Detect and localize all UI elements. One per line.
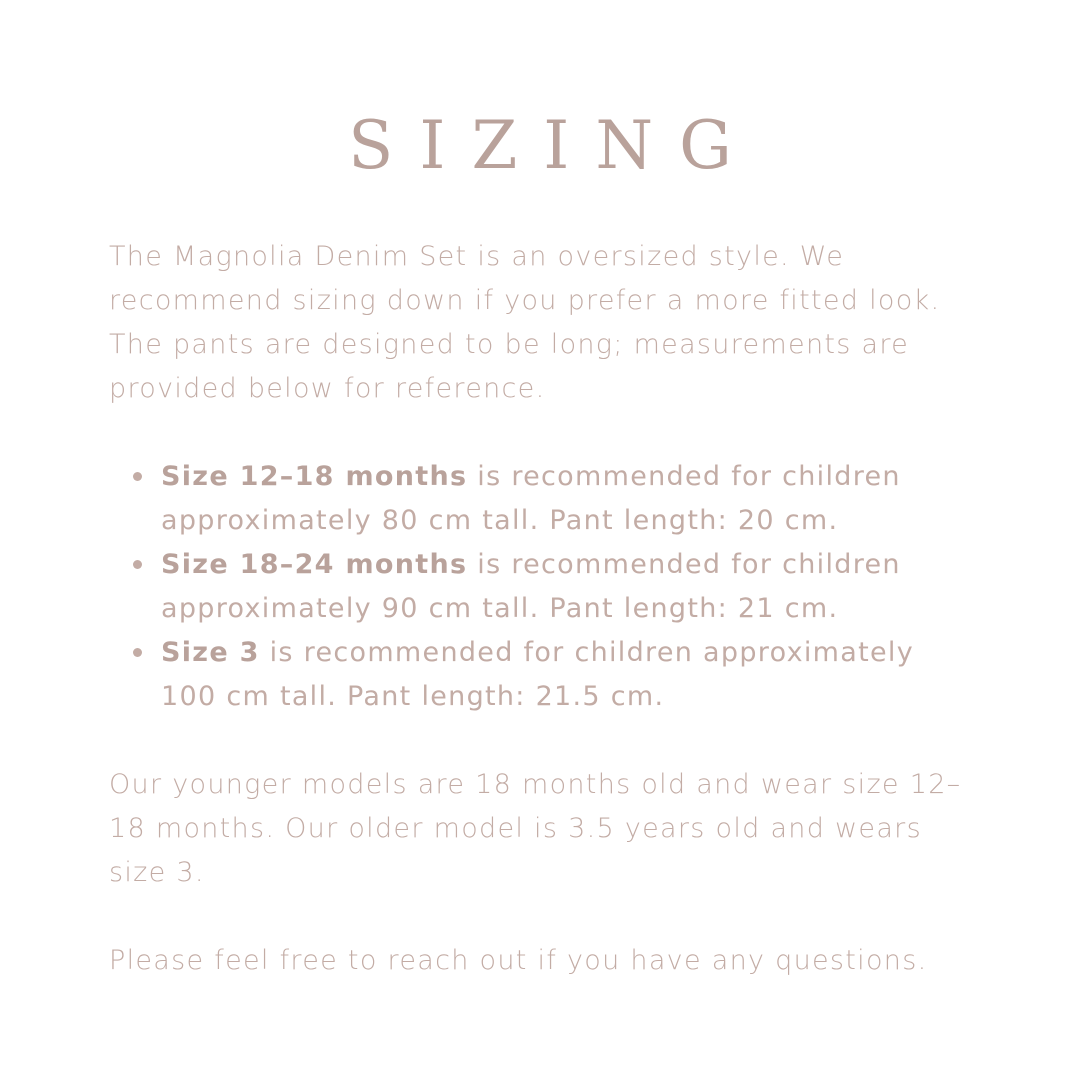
- list-item: [109, 631, 989, 719]
- size-measurements: 100 cm tall. Pant length: 21.5 cm.: [161, 681, 665, 712]
- list-item: [109, 543, 989, 631]
- bullet-icon: [133, 560, 142, 569]
- intro-paragraph: The Magnolia Denim Set is an oversized style. We recommend sizing down if you prefer a more fitted look. The pants are designed to be long; measurements are provided below for reference.: [109, 241, 941, 404]
- size-description: is recommended for children approximately: [259, 637, 914, 668]
- size-measurements: approximately 90 cm tall. Pant length: 21 cm.: [161, 593, 839, 624]
- list-item: [109, 455, 989, 543]
- size-label: Size 3: [161, 637, 260, 668]
- bullet-icon: [133, 472, 142, 481]
- closing-paragraph: Please feel free to reach out if you have any questions.: [109, 945, 928, 976]
- models-paragraph: Our younger models are 18 months old and wear size 12–18 months. Our older model is 3.5 years old and wears size 3.: [109, 769, 962, 888]
- size-description: is recommended for children: [467, 461, 901, 492]
- size-label: Size 12–18 months: [161, 461, 468, 492]
- size-measurements: approximately 80 cm tall. Pant length: 20 cm.: [161, 505, 839, 536]
- size-label: Size 18–24 months: [161, 549, 468, 580]
- page-title: SIZING: [348, 107, 758, 184]
- size-description: is recommended for children: [467, 549, 901, 580]
- size-list: [109, 455, 989, 719]
- bullet-icon: [133, 648, 142, 657]
